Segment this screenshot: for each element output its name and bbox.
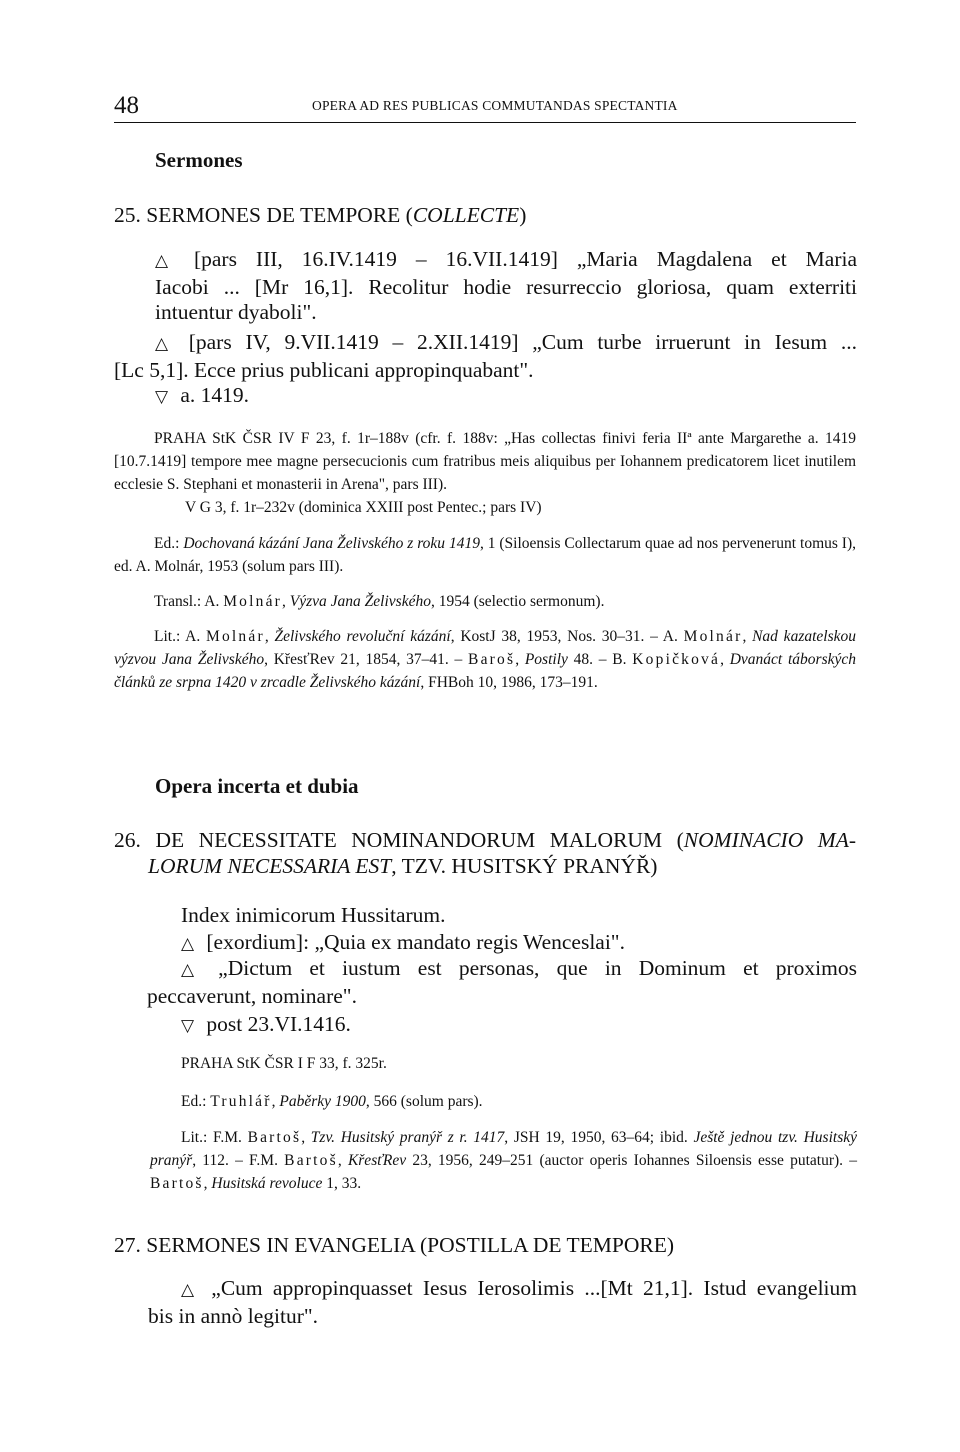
entry-25-explicit: ▽ a. 1419.: [155, 383, 857, 411]
page-number: 48: [114, 92, 139, 119]
entry-26-literature: Lit.: F.M. Bartoš, Tzv. Husitský pranýř z r. 1417, JSH 19, 1950, 63–64; ibid. Ještě jednou tzv. Husitský pranýř, 112. – F.M. Bartoš, KřesťRev 23, 1956, 249–251 (auctor operis Iohannes Siloensis esse putatur). – Bartoš, Husitská revoluce 1, 33.: [150, 1129, 857, 1192]
entry-number: 25.: [114, 203, 141, 227]
entry-25-incipit-2: △ [pars IV, 9.VII.1419 – 2.XII.1419] „Cum turbe irruerunt in Iesum ... [Lc 5,1]. Ecce prius publicani appropinquabant".: [114, 330, 858, 382]
entry-26-explicit: ▽ post 23.VI.1416.: [181, 1012, 857, 1040]
incipit-triangle-icon: △: [155, 251, 169, 271]
entry-number: 27.: [114, 1233, 141, 1257]
entry-26-incipit-2: △ „Dictum et iustum est personas, que in Dominum et proximos peccaverunt, nominare".: [147, 956, 857, 1008]
entry-25-edition: Ed.: Dochovaná kázání Jana Želivského z roku 1419, 1 (Siloensis Collectarum quae ad nos pervenerunt tomus I), ed. A. Molnár, 1953 (solum pars III).: [114, 535, 857, 575]
entry-26-index: Index inimicorum Hussitarum.: [181, 903, 446, 927]
entry-25-manuscript-vg3: V G 3, f. 1r–232v (dominica XXIII post Pentec.; pars IV): [185, 499, 542, 516]
incipit-triangle-icon: △: [181, 1280, 195, 1300]
explicit-triangle-icon: ▽: [155, 387, 169, 407]
section-heading-sermones: Sermones: [155, 148, 243, 172]
entry-25-literature: Lit.: A. Molnár, Želivského revoluční kázání, KostJ 38, 1953, Nos. 30–31. – A. Molnár, Nad kazatelskou výzvou Jana Želivského, KřesťRev 21, 1854, 37–41. – Baroš, Postily 48. – B. Kopičková, Dvanáct táborských článků ze srpna 1420 v zrcadle Želivského kázání, FHBoh 10, 1986, 173–191.: [114, 628, 857, 691]
entry-27-title: 27. SERMONES IN EVANGELIA (POSTILLA DE TEMPORE): [114, 1233, 675, 1257]
running-head: [114, 90, 856, 123]
entry-25-title: 25. SERMONES DE TEMPORE (COLLECTE): [114, 203, 527, 227]
entry-26-edition: Ed.: Truhlář, Paběrky 1900, 566 (solum pars).: [181, 1093, 483, 1110]
entry-26-incipit-1: △ [exordium]: „Quia ex mandato regis Wenceslai".: [181, 930, 857, 958]
entry-25-translation: Transl.: A. Molnár, Výzva Jana Želivského, 1954 (selectio sermonum).: [154, 593, 605, 610]
explicit-triangle-icon: ▽: [181, 1016, 195, 1036]
section-heading-incerta: Opera incerta et dubia: [155, 774, 359, 798]
running-title: OPERA AD RES PUBLICAS COMMUTANDAS SPECTANTIA: [312, 98, 678, 113]
incipit-triangle-icon: △: [155, 334, 169, 354]
incipit-triangle-icon: △: [181, 960, 195, 980]
entry-26-title: 26. DE NECESSITATE NOMINANDORUM MALORUM (NOMINACIO MA- LORUM NECESSARIA EST, TZV. HUSITSKÝ PRANÝŘ): [114, 828, 857, 878]
entry-25-manuscript-praha: PRAHA StK ČSR IV F 23, f. 1r–188v (cfr. f. 188v: „Has collectas finivi feria IIª ante Margarethe a. 1419 [10.7.1419] tempore mee magne persecucionis cum fratribus meis aliquibus per Iohannem predicatorem licet inutilem ecclesie S. Stephani et monasterii in Arena", pars III).: [114, 430, 856, 493]
entry-27-incipit: △ „Cum appropinquasset Iesus Ierosolimis ...[Mt 21,1]. Istud evangelium bis in annò legitur".: [148, 1276, 858, 1328]
entry-25-incipit-1: △ [pars III, 16.IV.1419 – 16.VII.1419] „Maria Magdalena et Maria Iacobi ... [Mr 16,1]. Recolitur hodie resurreccio gloriosa, quam exterriti intuentur dyaboli".: [155, 247, 858, 324]
entry-number: 26.: [114, 828, 141, 852]
incipit-triangle-icon: △: [181, 934, 195, 954]
entry-26-manuscript: PRAHA StK ČSR I F 33, f. 325r.: [181, 1055, 387, 1072]
